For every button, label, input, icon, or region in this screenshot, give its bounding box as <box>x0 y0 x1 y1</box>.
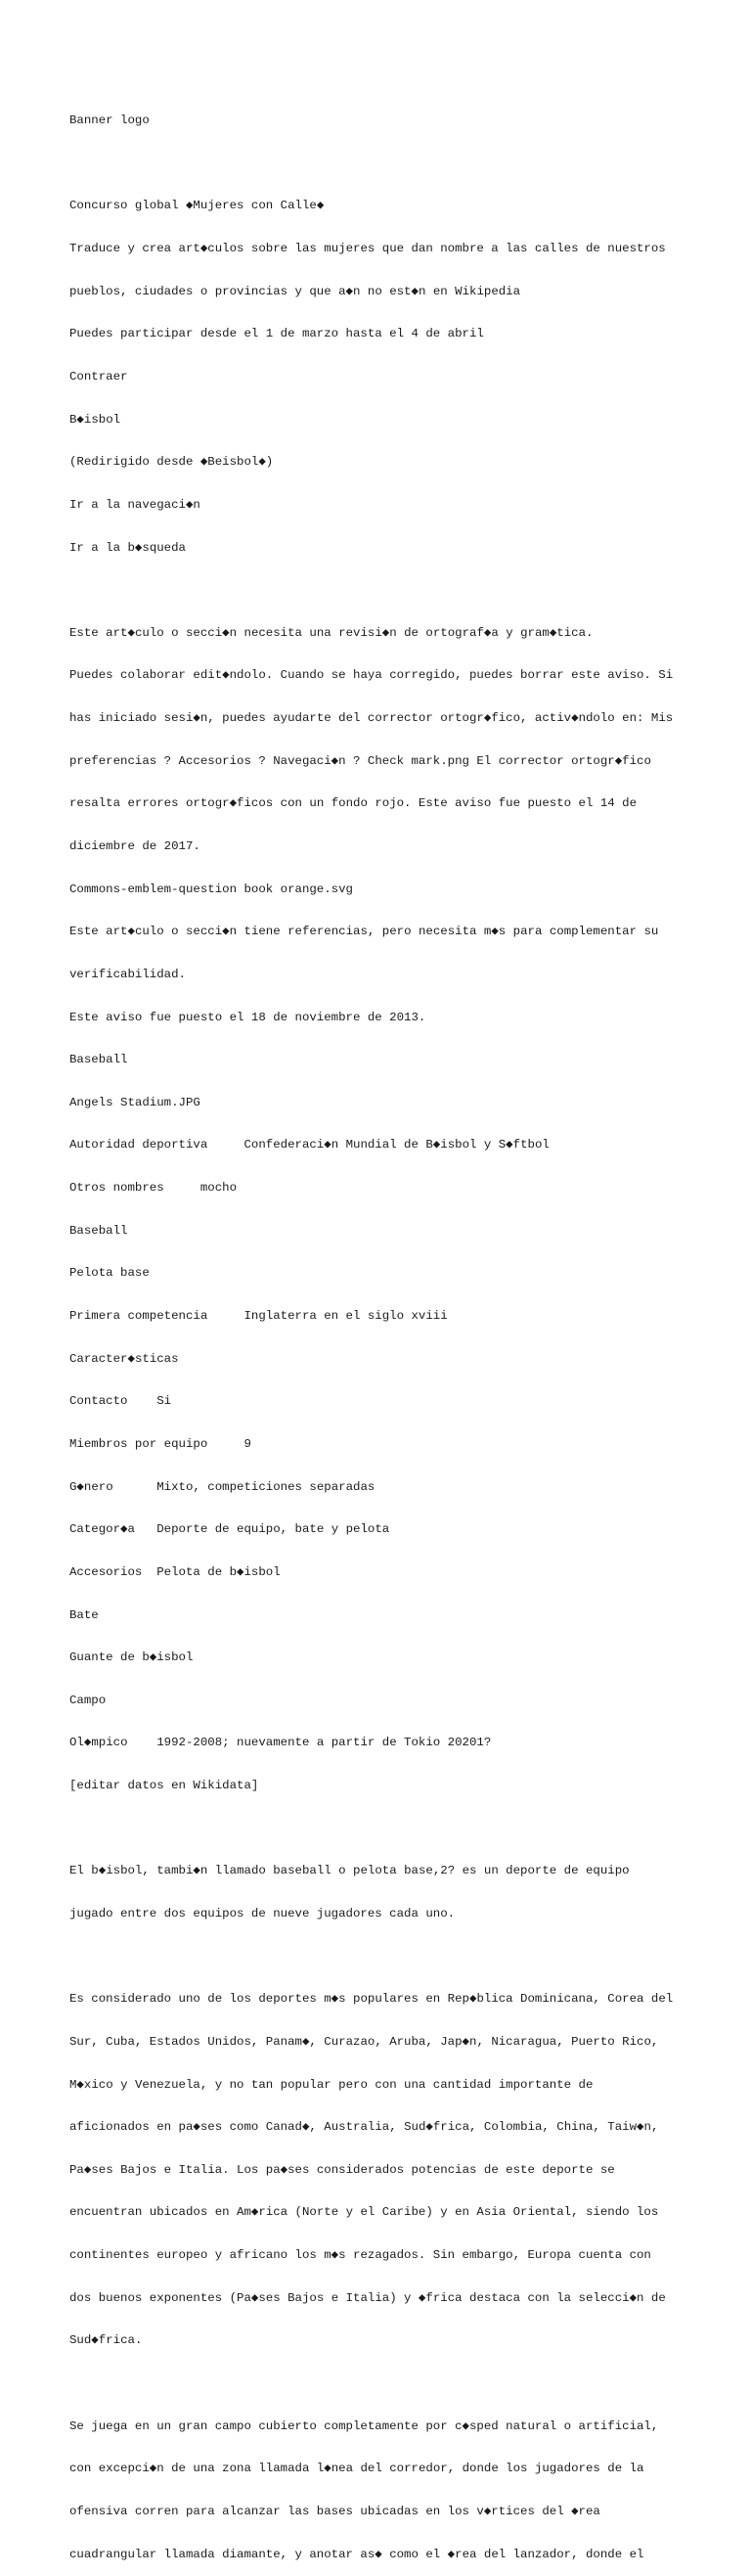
text-line: Este art◆culo o secci◆n tiene referencias, pero necesita m◆s para complementar su <box>69 925 659 939</box>
text-line: has iniciado sesi◆n, puedes ayudarte del corrector ortogr◆fico, activ◆ndolo en: Mis <box>69 711 674 726</box>
text-line: Este aviso fue puesto el 18 de noviembre de 2013. <box>69 1010 426 1024</box>
text-line: Baseball <box>69 1223 128 1238</box>
text-line: Es considerado uno de los deportes m◆s populares en Rep◆blica Dominicana, Corea del <box>69 1992 674 2007</box>
text-line: preferencias ? Accesorios ? Navegaci◆n ? Check mark.png El corrector ortogr◆fico <box>69 753 651 768</box>
text-line: Pa◆ses Bajos e Italia. Los pa◆ses considerados potencias de este deporte se <box>69 2162 615 2177</box>
text-line: Angels Stadium.JPG <box>69 1095 200 1109</box>
text-line: Puedes colaborar edit◆ndolo. Cuando se haya corregido, puedes borrar este aviso. Si <box>69 668 674 683</box>
text-line: Bate <box>69 1607 99 1622</box>
text-line: M◆xico y Venezuela, y no tan popular pero con una cantidad importante de <box>69 2077 594 2092</box>
text-line: Primera competencia Inglaterra en el siglo xviii <box>69 1309 448 1324</box>
text-line: [editar datos en Wikidata] <box>69 1779 259 1793</box>
text-line: Guante de b◆isbol <box>69 1650 194 1665</box>
text-line: continentes europeo y africano los m◆s rezagados. Sin embargo, Europa cuenta con <box>69 2248 651 2263</box>
text-line: G◆nero Mixto, competiciones separadas <box>69 1479 376 1494</box>
text-line <box>69 1822 744 1836</box>
text-line: encuentran ubicados en Am◆rica (Norte y el Caribe) y en Asia Oriental, siendo los <box>69 2205 659 2220</box>
text-line: cuadrangular llamada diamante, y anotar as◆ como el ◆rea del lanzador, donde el <box>69 2547 644 2561</box>
text-line: Contacto Si <box>69 1394 172 1409</box>
text-line: Este art◆culo o secci◆n necesita una revisi◆n de ortograf◆a y gram◆tica. <box>69 625 594 640</box>
text-line: resalta errores ortogr◆ficos con un fondo rojo. Este aviso fue puesto el 14 de <box>69 796 638 811</box>
text-line: Se juega en un gran campo cubierto completamente por c◆sped natural o artificial, <box>69 2418 659 2433</box>
text-line: Campo <box>69 1693 107 1707</box>
text-line: Baseball <box>69 1053 128 1067</box>
text-line: B◆isbol <box>69 412 121 427</box>
document-text <box>69 85 744 2576</box>
text-line: Autoridad deportiva Confederaci◆n Mundial de B◆isbol y S◆ftbol <box>69 1138 550 1152</box>
text-line: El b◆isbol, tambi◆n llamado baseball o pelota base,2? es un deporte de equipo <box>69 1864 630 1878</box>
text-line: Ir a la navegaci◆n <box>69 497 200 512</box>
text-line: Commons-emblem-question book orange.svg <box>69 881 353 896</box>
text-line: (Redirigido desde ◆Beisbol◆) <box>69 455 274 470</box>
text-line: Accesorios Pelota de b◆isbol <box>69 1564 281 1579</box>
text-line: Ol◆mpico 1992-2008; nuevamente a partir de Tokio 20201? <box>69 1736 492 1750</box>
text-line: Ir a la b◆squeda <box>69 540 186 555</box>
text-line: Sud◆frica. <box>69 2333 143 2348</box>
text-line: diciembre de 2017. <box>69 838 200 853</box>
text-line: jugado entre dos equipos de nueve jugadores cada uno. <box>69 1907 456 1921</box>
text-line: aficionados en pa◆ses como Canad◆, Australia, Sud◆frica, Colombia, China, Taiw◆n, <box>69 2120 659 2135</box>
text-line: Concurso global ◆Mujeres con Calle◆ <box>69 199 325 213</box>
text-line <box>69 1950 744 1965</box>
text-line <box>69 2376 744 2391</box>
text-line: Otros nombres mocho <box>69 1181 238 1196</box>
text-line: con excepci◆n de una zona llamada l◆nea del corredor, donde los jugadores de la <box>69 2462 644 2476</box>
text-line: Sur, Cuba, Estados Unidos, Panam◆, Curazao, Aruba, Jap◆n, Nicaragua, Puerto Rico, <box>69 2034 659 2049</box>
text-line: Miembros por equipo 9 <box>69 1436 251 1451</box>
text-line: Puedes participar desde el 1 de marzo hasta el 4 de abril <box>69 327 484 341</box>
text-line: Categor◆a Deporte de equipo, bate y pelota <box>69 1522 390 1537</box>
text-line <box>69 583 744 598</box>
text-line: dos buenos exponentes (Pa◆ses Bajos e Italia) y ◆frica destaca con la selecci◆n de <box>69 2290 666 2305</box>
text-line: Banner logo <box>69 113 150 128</box>
text-line: pueblos, ciudades o provincias y que a◆n no est◆n en Wikipedia <box>69 284 521 298</box>
text-line: ofensiva corren para alcanzar las bases ubicadas en los v◆rtices del ◆rea <box>69 2504 600 2518</box>
text-line: verificabilidad. <box>69 967 186 981</box>
text-line: Pelota base <box>69 1266 150 1281</box>
text-line: Contraer <box>69 369 128 384</box>
text-line: Caracter◆sticas <box>69 1351 179 1366</box>
text-line: Traduce y crea art◆culos sobre las mujeres que dan nombre a las calles de nuestros <box>69 242 666 256</box>
text-line <box>69 157 744 171</box>
